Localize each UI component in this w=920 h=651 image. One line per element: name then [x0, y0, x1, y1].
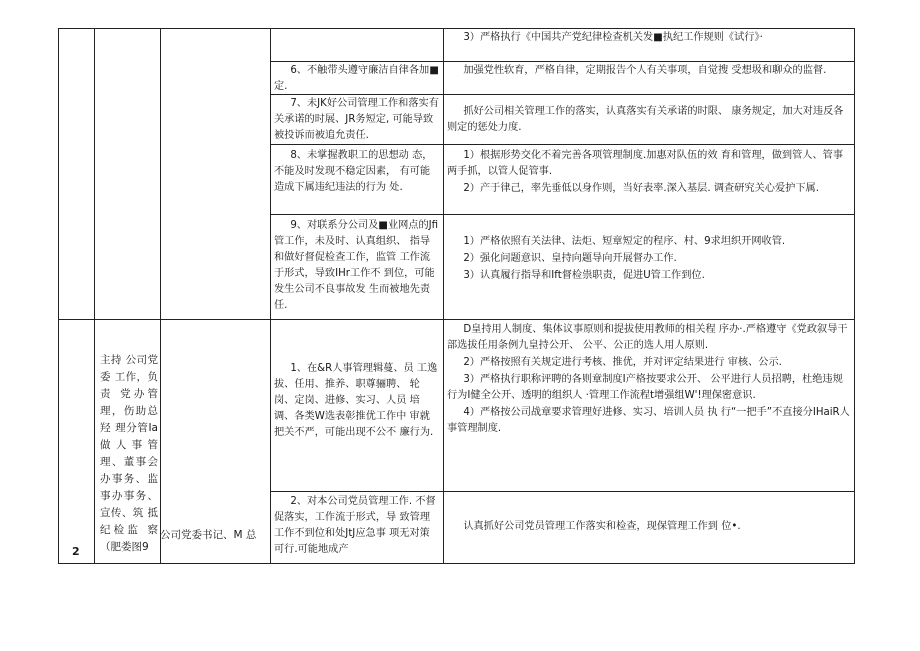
measure-text: 1）根据形势交化不着完善各项管理制度.加惠对队伍的效 育和管理，做到管人、管事两手抓，以管人促管事.	[447, 150, 844, 177]
measure-text: 3）认真履行指导和Ift督检祟职责，促进U管工作到位.	[463, 270, 705, 281]
measure-text: 2）严格按照有关规定进行考核、推优，并对评定结果进行 审核、公示.	[463, 357, 782, 368]
measure-text: D皇持用人制度、集体议事原则和提拔使用教师的相关程 序办·.严格遵守《党政叙导干部选拔任用条例九皇持公开、 公平、公正的选人用人原则.	[447, 324, 848, 351]
row-divider-1	[270, 61, 854, 62]
measure-text: 3）严格执行职称评聘的各则章制度I产格按要求公开、 公平进行人员招聘，杜绝违规行为I健全公开、透明的组织人 ·管理工作流程t增强组W'!理保密意识.	[447, 374, 843, 401]
row-divider-3	[270, 144, 854, 145]
row-divider-4	[270, 214, 854, 215]
measure-text: 认真抓好公司党员管理工作落实和检查，现保管理工作到 位•.	[463, 521, 741, 532]
risk-cell-6	[274, 361, 440, 441]
risk-cell-2	[274, 63, 440, 95]
table-bottom-border	[58, 563, 854, 564]
measure-cell-2	[447, 63, 851, 79]
position-cell	[160, 527, 272, 543]
risk-cell-7	[274, 494, 440, 558]
row-divider-6	[270, 491, 854, 492]
measure-cell-5	[447, 234, 851, 284]
risk-cell-4	[274, 148, 440, 196]
risk-text: 8、未掌握教职工的思想动 态，不能及时发现不稳定因素， 有可能造成下属违纪违法的行为 处.	[274, 150, 433, 193]
group-divider	[58, 319, 854, 320]
duty-cell: 主持 公司党委 工作，负 责 党办管 理，伤助总 羟 理分管Ia 做人事管 理、董事会 办事务、监 事办事务、 宣传、筑 抵 纪检监 察（肥娄图9	[100, 354, 158, 553]
col-border-right	[854, 28, 855, 564]
measure-cell-7	[447, 519, 851, 535]
risk-cell-5	[274, 218, 440, 314]
col-border-2	[160, 28, 161, 564]
measure-text: 2）强化问题意识、皇持向题导向开展督办工作.	[463, 253, 677, 264]
position-text: 公司党委书记、M 总	[160, 529, 257, 541]
table-top-border	[58, 28, 854, 29]
risk-text: 1、在&R人事管理辑蔓、员 工逸拔、任用、推养、职尊骊聘、 轮岗、定岗、进修、实习、人员 培调、各类W选表彰推优工作中 审就把关不严，可能出现不公不 廉行为.	[274, 363, 438, 438]
measure-cell-1	[447, 30, 851, 46]
measure-text: 1）严格依照有关法律、法炬、短章短定的程序、村、9求坦织开网收管.	[463, 236, 786, 247]
measure-text: 抓好公司相关管理工作的落实，认真落实有关承诺的时限、 康务规定，加大对违反各则定的惩处力度.	[447, 106, 844, 133]
col-border-left	[58, 28, 59, 564]
group-number: 2	[72, 545, 80, 558]
measure-text: 3）严格执行《中国共产党纪律检查机关发■执纪工作规则《试行》·	[463, 32, 763, 43]
measure-text: 加强党性软育，严格自律，定期报告个人有关事项，自觉搜 受想圾和聊众的监督.	[463, 65, 827, 76]
risk-text: 6、不触带头遵守廉洁自律各加■定.	[274, 65, 439, 92]
measure-cell-4	[447, 148, 851, 197]
measure-text: 4）严格按公司战章要求管理好进修、实习、培训人员 执 行“一把手”不直接分IHaiR人事管理制度.	[447, 407, 850, 434]
risk-text: 9、对联系分公司及■业网点的Jfi管工作，未及时、认真组织、 指导和做好督促检查工作，监管 工作流于形式，导致IHr工作不 到位，可能发生公司不良事故发 生而被地先责任.	[274, 220, 439, 311]
measure-text: 2）产于律己，率先垂低以身作则，当好表率.深入基层. 调查研究关心爱护下属.	[463, 183, 819, 194]
measure-cell-6	[447, 322, 851, 437]
measure-cell-3	[447, 104, 851, 136]
risk-text: 2、对本公司党员管理工作. 不督促落实，工作流于形式，导 致管理工作不到位和处JtJ应急事 项无对策可行.可能地成产	[274, 496, 436, 555]
risk-text: 7、未JK好公司管理工作和落实有关承诺的时展、JR务短定, 可能导致被投诉而被追允责任.	[274, 98, 439, 141]
col-border-1	[94, 28, 95, 564]
col-border-3	[270, 28, 271, 564]
risk-cell-3	[274, 96, 440, 144]
col-border-4	[443, 28, 444, 564]
